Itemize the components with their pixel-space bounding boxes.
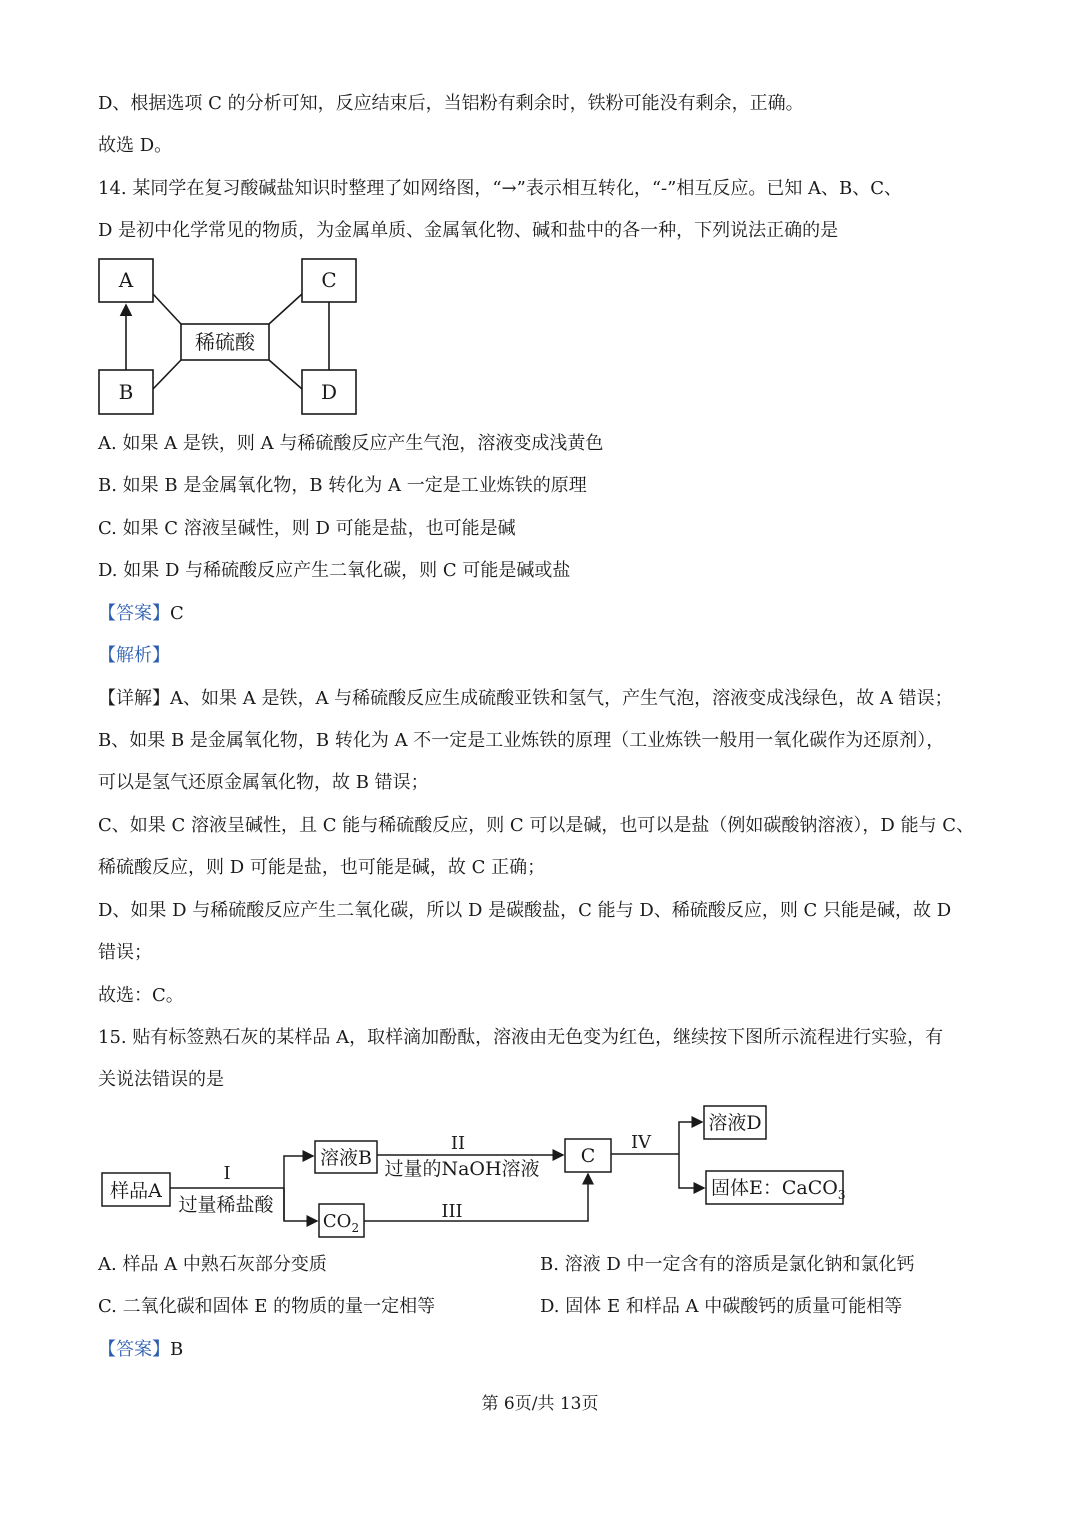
link-d-acid bbox=[269, 360, 302, 389]
label-excess-hcl: 过量稀盐酸 bbox=[178, 1194, 274, 1216]
answer-value: B bbox=[170, 1339, 184, 1360]
q15-option-d: D. 固体 E 和样品 A 中碳酸钙的质量可能相等 bbox=[540, 1296, 903, 1317]
q15-option-c: C. 二氧化碳和固体 E 的物质的量一定相等 bbox=[98, 1296, 436, 1317]
q14-detail-line: B、如果 B 是金属氧化物，B 转化为 A 不一定是工业炼铁的原理（工业炼铁一般用一氧化碳作为还原剂）， bbox=[98, 730, 945, 751]
q14-stem-line1: 14. 某同学在复习酸碱盐知识时整理了如网络图，“→”表示相互转化，“-”相互反应。已知 A、B、C、 bbox=[98, 178, 903, 199]
arrow-i-to-b bbox=[284, 1156, 313, 1220]
page-footer: 第 6页/共 13页 bbox=[481, 1394, 599, 1414]
answer-tag: 【答案】 bbox=[98, 603, 170, 624]
label-solid-e bbox=[711, 1177, 846, 1202]
q15-option-a: A. 样品 A 中熟石灰部分变质 bbox=[98, 1254, 327, 1275]
label-excess-naoh: 过量的NaOH溶液 bbox=[384, 1158, 540, 1180]
label-step-ii: II bbox=[450, 1133, 466, 1154]
q14-analysis-tag: 【解析】 bbox=[98, 645, 170, 666]
link-c-acid bbox=[269, 294, 302, 324]
label-step-iii: III bbox=[441, 1201, 463, 1222]
q14-detail-line: 错误； bbox=[98, 942, 152, 963]
link-b-acid bbox=[153, 360, 181, 389]
q14-option-b: B. 如果 B 是金属氧化物，B 转化为 A 一定是工业炼铁的原理 bbox=[98, 475, 587, 496]
q15-option-b: B. 溶液 D 中一定含有的溶质是氯化钠和氯化钙 bbox=[540, 1254, 915, 1275]
label-d: D bbox=[320, 380, 338, 404]
q15-flow-diagram bbox=[96, 1100, 856, 1244]
arrow-iii bbox=[364, 1174, 588, 1221]
co2-subscript: 2 bbox=[351, 1221, 360, 1235]
q14-detail-line: 稀硫酸反应，则 D 可能是盐，也可能是碱，故 C 正确； bbox=[98, 857, 546, 878]
q14-detail-line: D、如果 D 与稀硫酸反应产生二氧化碳，所以 D 是碳酸盐，C 能与 D、稀硫酸反应，则 C 只能是碱，故 D bbox=[98, 900, 952, 921]
label-c: C bbox=[580, 1145, 596, 1167]
solid-e-subscript: 3 bbox=[837, 1188, 846, 1202]
label-step-iv: IV bbox=[630, 1132, 652, 1153]
q15-stem-line1: 15. 贴有标签熟石灰的某样品 A，取样滴加酚酞，溶液由无色变为红色，继续按下图所示流程进行实验，有 bbox=[98, 1027, 944, 1048]
q14-option-a: A. 如果 A 是铁，则 A 与稀硫酸反应产生气泡，溶液变成浅黄色 bbox=[98, 433, 604, 454]
q14-detail-line: C、如果 C 溶液呈碱性，且 C 能与稀硫酸反应，则 C 可以是碱，也可以是盐（例如碳酸钠溶液），D 能与 C、 bbox=[98, 815, 975, 836]
q14-option-d: D. 如果 D 与稀硫酸反应产生二氧化碳，则 C 可能是碱或盐 bbox=[98, 560, 571, 581]
prev-conclusion: 故选 D。 bbox=[98, 135, 173, 156]
co2-text: CO bbox=[322, 1211, 352, 1232]
q14-option-c: C. 如果 C 溶液呈碱性，则 D 可能是盐，也可能是碱 bbox=[98, 518, 516, 539]
q14-network-diagram bbox=[96, 256, 362, 420]
label-step-i: I bbox=[223, 1163, 231, 1184]
solid-e-text: 固体E：CaCO bbox=[711, 1177, 838, 1199]
prev-option-d: D、根据选项 C 的分析可知，反应结束后，当铝粉有剩余时，铁粉可能没有剩余，正确。 bbox=[98, 93, 804, 114]
q14-detail-line: 故选：C。 bbox=[98, 985, 184, 1006]
label-solution-d: 溶液D bbox=[708, 1112, 762, 1134]
label-solution-b: 溶液B bbox=[320, 1147, 372, 1169]
label-dilute-sulfuric-acid: 稀硫酸 bbox=[195, 330, 255, 354]
q14-detail-line: 【详解】A、如果 A 是铁，A 与稀硫酸反应生成硫酸亚铁和氢气，产生气泡，溶液变成浅绿色，故 A 错误； bbox=[98, 688, 953, 709]
q15-stem-line2: 关说法错误的是 bbox=[98, 1069, 224, 1090]
q14-answer bbox=[98, 602, 184, 626]
label-b: B bbox=[118, 380, 134, 404]
q15-answer bbox=[98, 1338, 183, 1362]
label-c: C bbox=[321, 268, 337, 292]
q14-stem-line2: D 是初中化学常见的物质，为金属单质、金属氧化物、碱和盐中的各一种，下列说法正确的是 bbox=[98, 220, 839, 241]
link-a-acid bbox=[153, 294, 181, 324]
label-sample-a: 样品A bbox=[110, 1180, 162, 1202]
answer-tag: 【答案】 bbox=[98, 1339, 170, 1360]
arrow-iv-to-d bbox=[679, 1122, 702, 1154]
label-a: A bbox=[118, 268, 134, 292]
arrow-i-to-co2 bbox=[284, 1188, 317, 1221]
label-co2 bbox=[323, 1211, 359, 1235]
arrow-iv-to-e bbox=[679, 1154, 704, 1188]
q14-detail-line: 可以是氢气还原金属氧化物，故 B 错误； bbox=[98, 772, 429, 793]
answer-value: C bbox=[170, 603, 184, 624]
